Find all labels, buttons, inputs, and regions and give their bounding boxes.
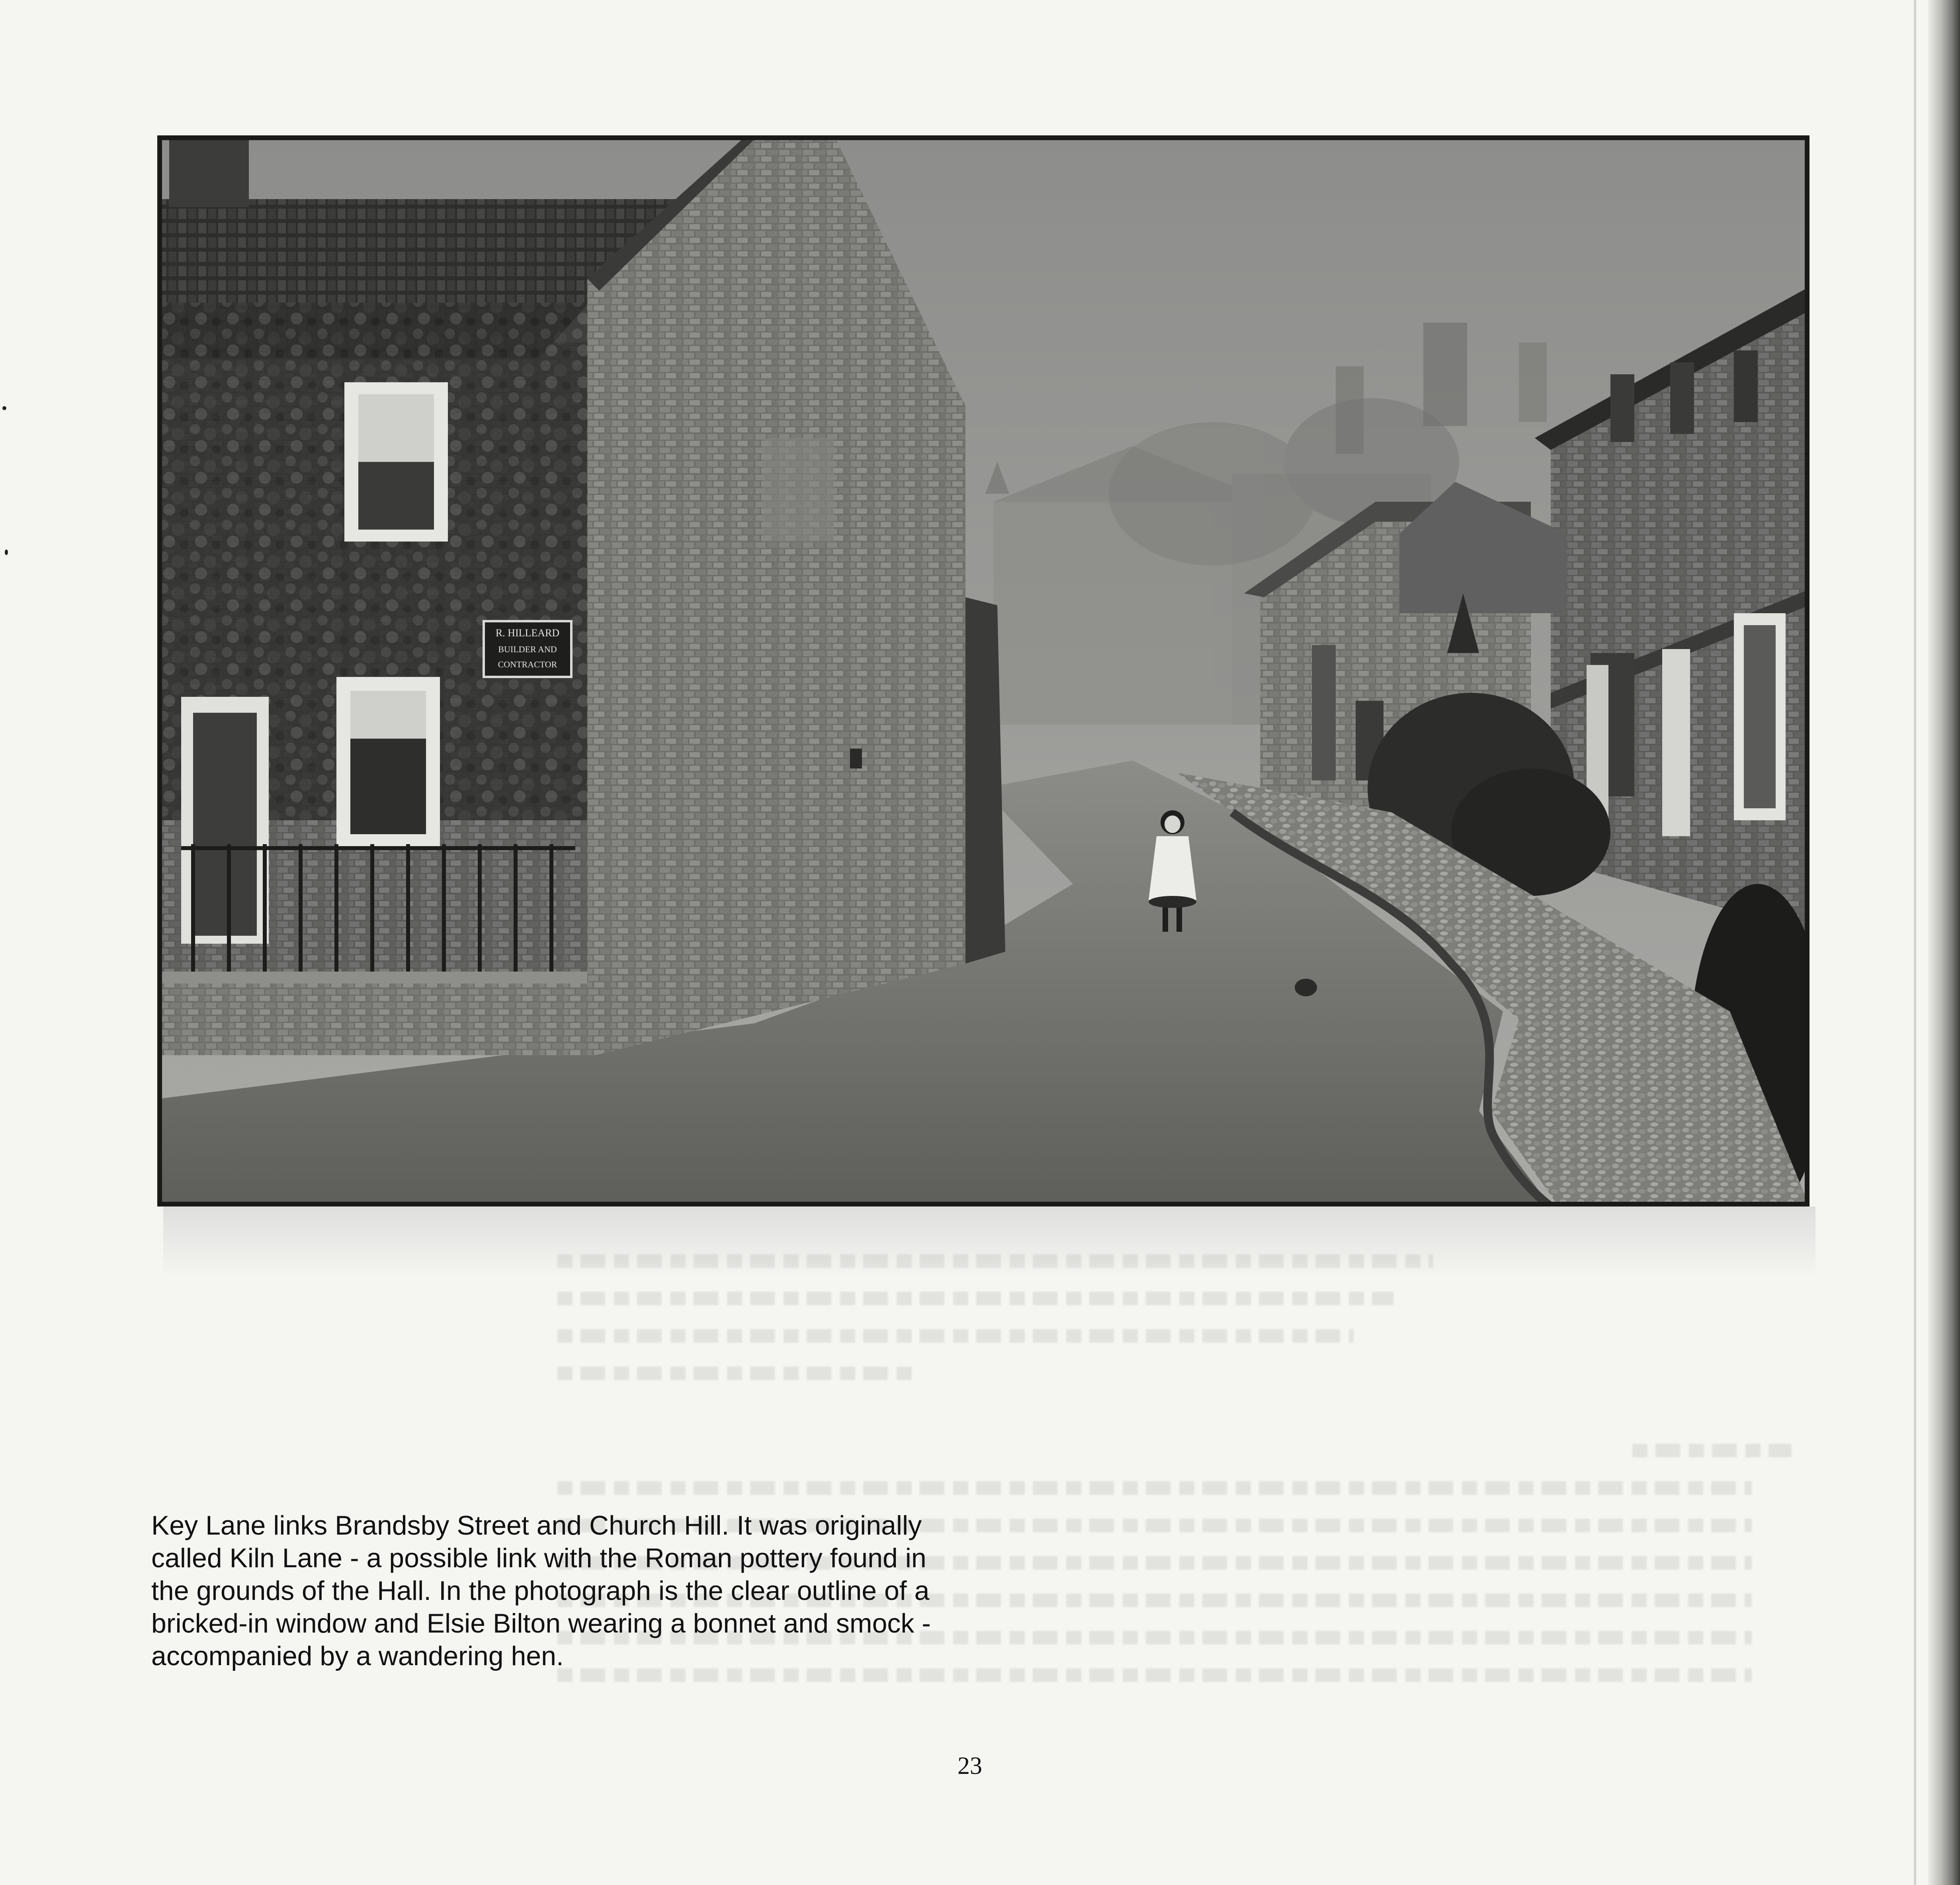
bricked-in-window <box>762 438 834 542</box>
hen <box>1295 979 1317 996</box>
sign-line-3: CONTRACTOR <box>498 659 557 669</box>
caption-line: accompanied by a wandering hen. <box>151 1641 564 1671</box>
dust-speck <box>2 406 6 410</box>
historic-photograph <box>157 135 1810 1206</box>
caption-line: Key Lane links Brandsby Street and Church Hill. It was originally <box>151 1510 922 1541</box>
dust-speck <box>5 549 8 555</box>
sign-line-2: BUILDER AND <box>498 644 557 654</box>
caption-line: called Kiln Lane - a possible link with the Roman pottery found in <box>151 1543 926 1573</box>
photo-shadow <box>163 1206 1815 1274</box>
page-number: 23 <box>958 1752 982 1779</box>
photo-caption <box>151 1509 1107 1672</box>
book-binding-edge <box>1928 0 1960 1885</box>
builder-sign <box>484 621 571 677</box>
sign-line-1: R. HILLEARD <box>495 627 560 639</box>
caption-line: the grounds of the Hall. In the photograph is the clear outline of a <box>151 1576 930 1606</box>
caption-line: bricked-in window and Elsie Bilton wearing a bonnet and smock - <box>151 1608 931 1639</box>
page-edge-line <box>1914 0 1916 1885</box>
